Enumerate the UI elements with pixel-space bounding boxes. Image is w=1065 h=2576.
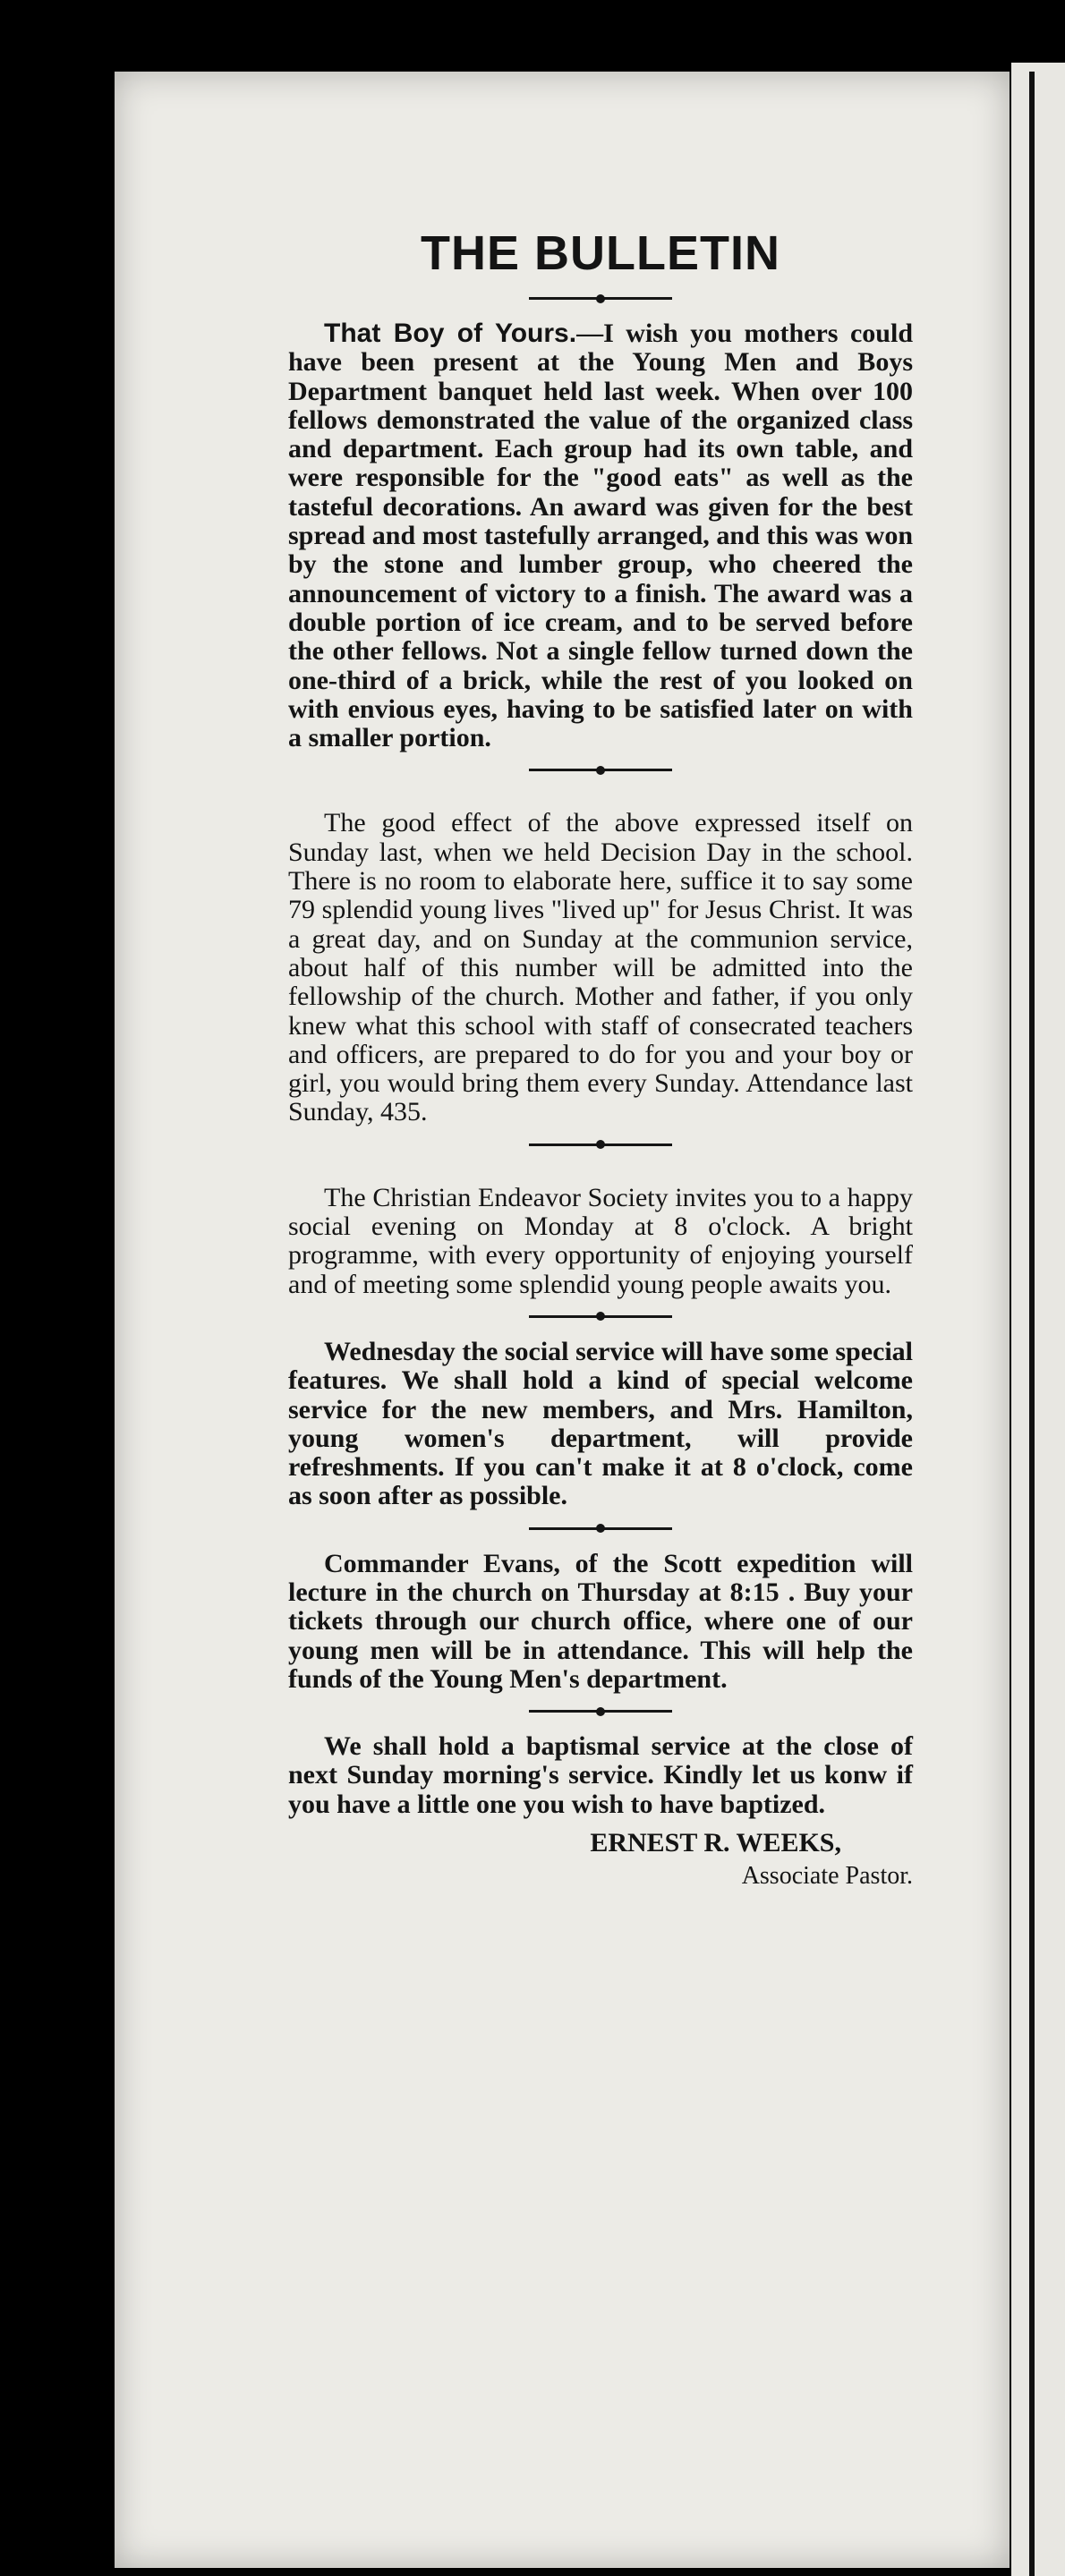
section-divider xyxy=(529,297,672,300)
section-divider xyxy=(529,769,672,771)
paragraph-christian-endeavor: The Christian Endeavor Society invites you to a happy social evening on Monday at 8 o'clock. A bright programme, with every opportunity of enjoying yourself and of meeting some splendid young people awaits you. xyxy=(288,1182,913,1299)
paragraph-baptismal-service: We shall hold a baptismal service at the close of next Sunday morning's service. Kindly let us konw if you have a little one you wish to have baptized. xyxy=(288,1731,913,1819)
signature-title: Associate Pastor. xyxy=(741,1862,913,1891)
binding-line xyxy=(1029,72,1035,2576)
paragraph-text: —I wish you mothers could have been present at the Young Men and Boys Department banquet held last week. When over 100 fellows demonstrated the value of the organized class and department. Each group had its own table, and were responsible for the "good eats" as well as the tasteful decorations. An award was given for the best spread and most tastefully arranged, and this was won by the stone and lumber group, who cheered the announcement of victory to a finish. The award was a double portion of ice cream, and to be served before the other fellows. Not a single fellow turned down the one-third of a brick, while the rest of you looked on with envious eyes, having to be satisfied later on with a smaller portion. xyxy=(288,319,914,753)
adjacent-page-edge xyxy=(1011,63,1065,2576)
signature-name: ERNEST R. WEEKS, xyxy=(590,1828,841,1858)
page-title: THE BULLETIN xyxy=(421,226,780,280)
paragraph-that-boy-of-yours xyxy=(288,319,913,752)
section-divider xyxy=(529,1143,672,1146)
bulletin-column xyxy=(288,215,913,1891)
section-divider xyxy=(529,1710,672,1713)
paragraph-social-service: Wednesday the social service will have some special features. We shall hold a kind of special welcome service for the new members, and Mrs. Hamilton, young women's department, will provide refreshments. If you can't make it at 8 o'clock, come as soon after as possible. xyxy=(288,1336,913,1511)
paragraph-lead: That Boy of Yours. xyxy=(324,319,577,348)
paragraph-commander-evans: Commander Evans, of the Scott expedition will lecture in the church on Thursday at 8:15 . Buy your tickets through our church office, where one of our young men will be in attendance. This will help the funds of the Young Men's department. xyxy=(288,1548,913,1694)
section-divider xyxy=(529,1527,672,1530)
paragraph-decision-day: The good effect of the above expressed itself on Sunday last, when we held Decision Day in the school. There is no room to elaborate here, suffice it to say some 79 splendid young lives "lived up" for Jesus Christ. It was a great day, and on Sunday at the communion service, about half of this number will be admitted into the fellowship of the church. Mother and father, if you only knew what this school with staff of consecrated teachers and officers, are prepared to do for you and your boy or girl, you would bring them every Sunday. Attendance last Sunday, 435. xyxy=(288,808,913,1127)
section-divider xyxy=(529,1315,672,1318)
